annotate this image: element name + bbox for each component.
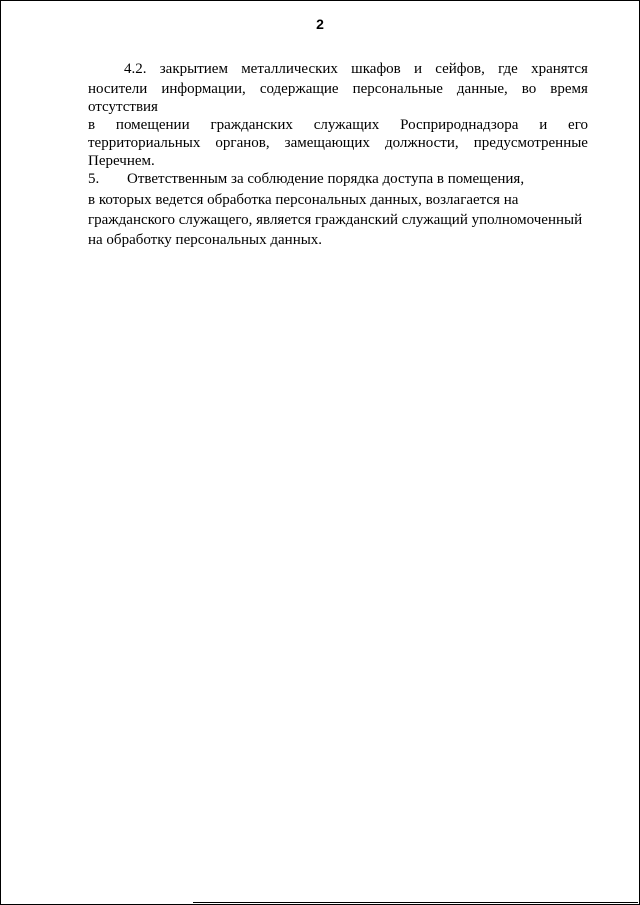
paragraph-4-2-line-4 — [88, 116, 588, 134]
page-number: 2 — [316, 16, 324, 32]
paragraph-5-line-3: гражданского служащего, является гражданский служащий уполномоченный — [88, 212, 583, 228]
word: 4.2. — [124, 61, 147, 77]
word: предусмотренные — [473, 135, 588, 151]
word: содержащие — [259, 81, 339, 97]
word: хранятся — [531, 61, 588, 77]
paragraph-5-line-2: в которых ведется обработка персональных данных, возлагается на — [88, 192, 519, 208]
word: закрытием — [159, 61, 228, 77]
paragraph-4-2-line-6: Перечнем. — [88, 153, 155, 169]
word: металлических — [241, 61, 338, 77]
paragraph-5-number: 5. — [88, 171, 100, 187]
word: во — [521, 81, 537, 97]
paragraph-4-2-line-1 — [124, 60, 588, 78]
word: где — [498, 61, 518, 77]
bottom-scan-line — [193, 902, 638, 903]
word: время — [550, 81, 588, 97]
word: помещении — [115, 117, 190, 133]
word: и — [414, 61, 423, 77]
word: органов, — [215, 135, 270, 151]
word: носители — [88, 81, 148, 97]
word: шкафов — [351, 61, 401, 77]
word: в — [88, 117, 96, 133]
word: информации, — [161, 81, 246, 97]
word: территориальных — [88, 135, 201, 151]
word: должности, — [384, 135, 459, 151]
word: Росприроднадзора — [400, 117, 519, 133]
paragraph-5-line-1: Ответственным за соблюдение порядка доступа в помещения, — [127, 171, 525, 187]
word: персональные — [352, 81, 443, 97]
paragraph-4-2-line-2 — [88, 80, 588, 98]
word: его — [568, 117, 588, 133]
word: замещающих — [284, 135, 370, 151]
paragraph-4-2-line-3: отсутствия — [88, 99, 158, 115]
word: сейфов, — [435, 61, 485, 77]
word: и — [539, 117, 548, 133]
paragraph-5-line-4: на обработку персональных данных. — [88, 232, 323, 248]
word: гражданских — [210, 117, 293, 133]
word: служащих — [313, 117, 380, 133]
paragraph-4-2-line-5 — [88, 134, 588, 152]
word: данные, — [456, 81, 508, 97]
